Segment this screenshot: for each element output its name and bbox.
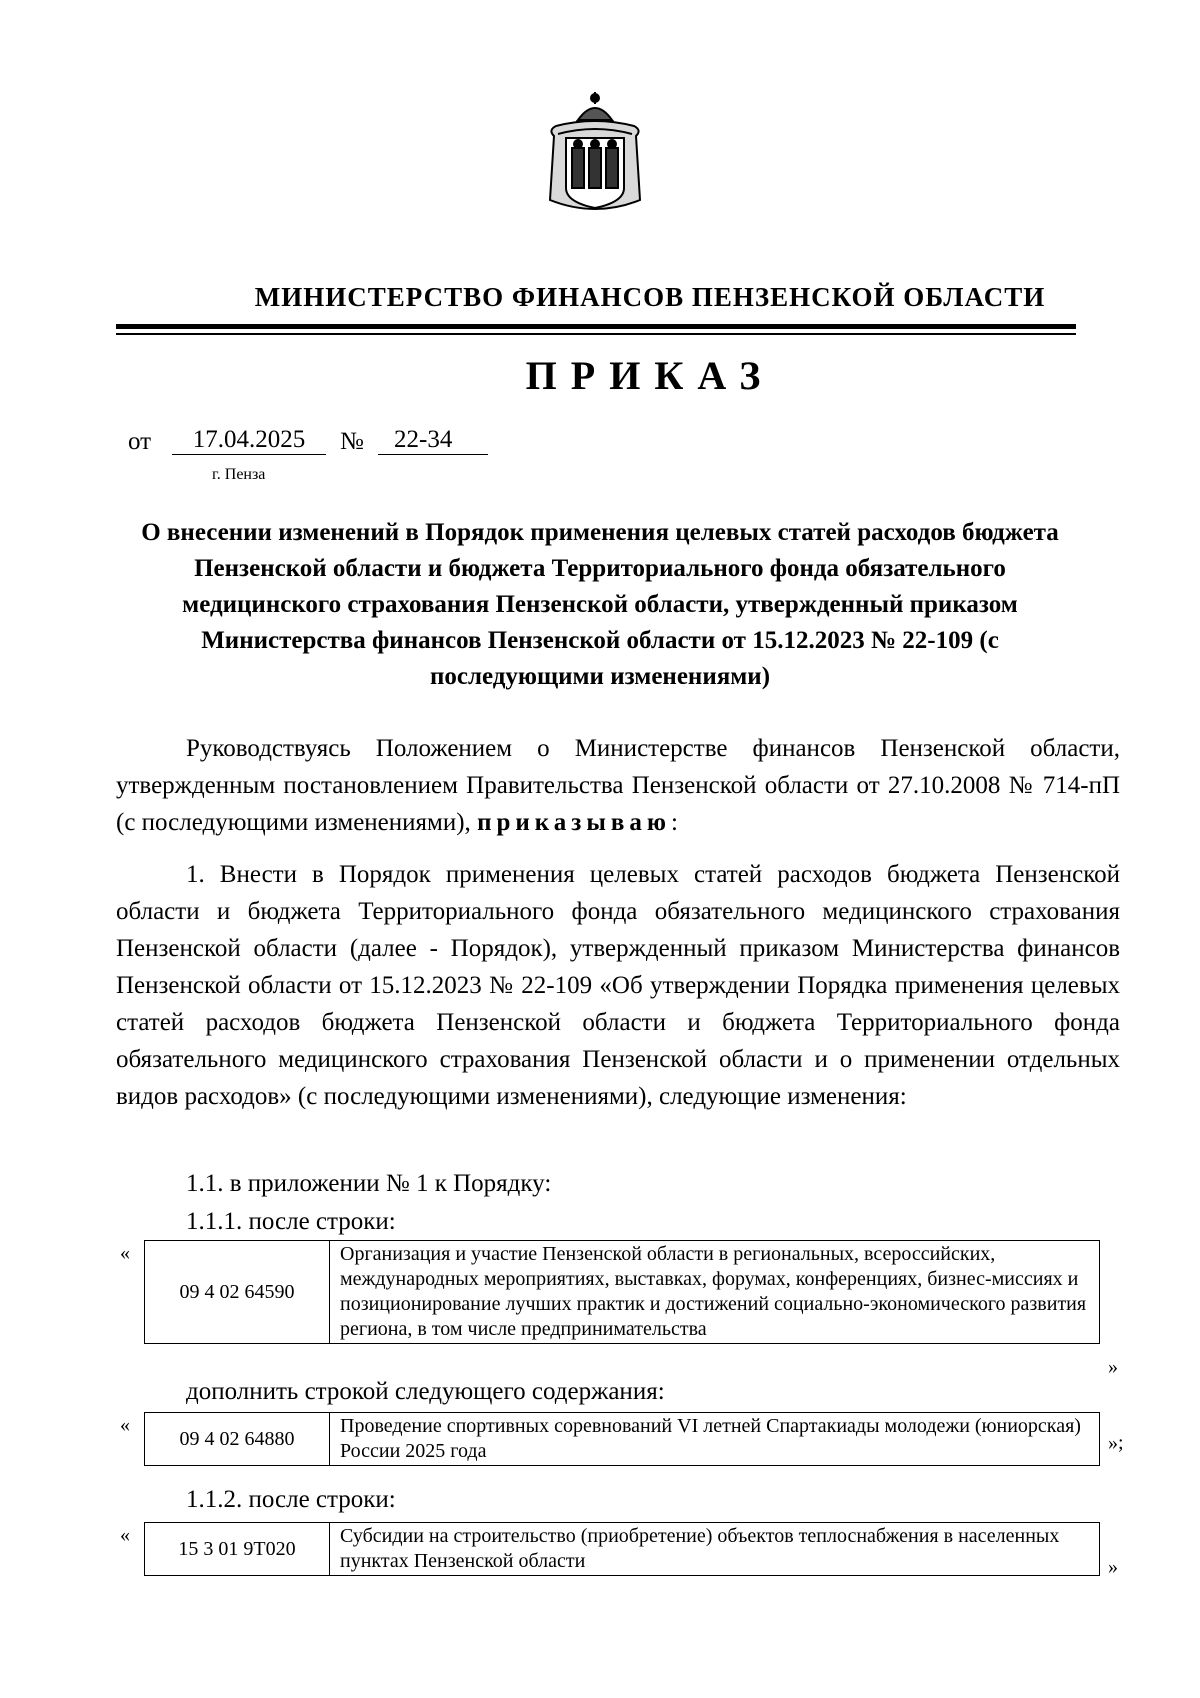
- ministry-name: МИНИСТЕРСТВО ФИНАНСОВ ПЕНЗЕНСКОЙ ОБЛАСТИ: [254, 282, 1046, 312]
- row-code: 09 4 02 64590: [145, 1241, 330, 1344]
- preamble-suffix: :: [670, 809, 678, 836]
- code-table-2: [144, 1412, 1100, 1466]
- preamble-text: Руководствуясь Положением о Министерстве финансов Пензенской области, утвержденным постановлением Правительства Пензенской области от 27.10.2008 № 714-пП (с последующими изменениями),: [116, 735, 1120, 836]
- row-code: 09 4 02 64880: [145, 1413, 330, 1466]
- date-prefix: от: [128, 428, 152, 455]
- code-table-1: [144, 1240, 1100, 1344]
- row-description: Организация и участие Пензенской области в региональных, всероссийских, международных мероприятиях, выставках, форумах, конференциях, бизнес-миссиях и позиционирование лучших практик и достижений социально-экономического развития региона, в том числе предпринимательства: [330, 1241, 1100, 1344]
- header-rule-thick: [116, 324, 1076, 329]
- point-1-1-1: 1.1.1. после строки:: [186, 1208, 396, 1235]
- document-city: г. Пенза: [212, 466, 266, 483]
- preamble-paragraph: [116, 730, 1120, 841]
- code-table-3: [144, 1522, 1100, 1576]
- document-date: 17.04.2025: [172, 426, 326, 455]
- table-row: [145, 1413, 1100, 1466]
- document-number: 22-34: [378, 426, 488, 455]
- order-word: приказываю: [477, 809, 671, 836]
- document-title: О внесении изменений в Порядок применения целевых статей расходов бюджета Пензенской области и бюджета Территориального фонда обязательного медицинского страхования Пензенской области, утвержденный приказом Министерства финансов Пензенской области от 15.12.2023 № 22-109 (с последующими изменениями): [141, 519, 1059, 690]
- document-type: ПРИКАЗ: [525, 353, 775, 398]
- point-1-paragraph: 1. Внести в Порядок применения целевых статей расходов бюджета Пензенской области и бюджета Территориального фонда обязательного медицинского страхования Пензенской области (далее - Порядок), утвержденный приказом Министерства финансов Пензенской области от 15.12.2023 № 22-109 «Об утверждении Порядка применения целевых статей расходов бюджета Пензенской области и бюджета Территориального фонда обязательного медицинского страхования Пензенской области и о применении отдельных видов расходов» (с последующими изменениями), следующие изменения:: [116, 861, 1120, 1110]
- number-prefix: №: [340, 428, 364, 455]
- header-rule-thin: [116, 333, 1076, 335]
- row-description: Субсидии на строительство (приобретение) объектов теплоснабжения в населенных пунктах Пензенской области: [330, 1523, 1100, 1576]
- close-quote: »: [1108, 1556, 1118, 1578]
- coat-of-arms-icon: [540, 90, 650, 220]
- table-row: [145, 1241, 1100, 1344]
- supplement-label: дополнить строкой следующего содержания:: [186, 1378, 665, 1405]
- close-quote-semicolon: »;: [1108, 1432, 1124, 1454]
- row-code: 15 3 01 9Т020: [145, 1523, 330, 1576]
- open-quote: «: [120, 1242, 130, 1264]
- open-quote: «: [120, 1414, 130, 1436]
- point-1-1-2: 1.1.2. после строки:: [186, 1486, 396, 1513]
- table-row: [145, 1523, 1100, 1576]
- row-description: Проведение спортивных соревнований VI летней Спартакиады молодежи (юниорская) России 2025 года: [330, 1413, 1100, 1466]
- point-1-1: 1.1. в приложении № 1 к Порядку:: [186, 1170, 552, 1197]
- open-quote: «: [120, 1524, 130, 1546]
- close-quote: »: [1108, 1356, 1118, 1378]
